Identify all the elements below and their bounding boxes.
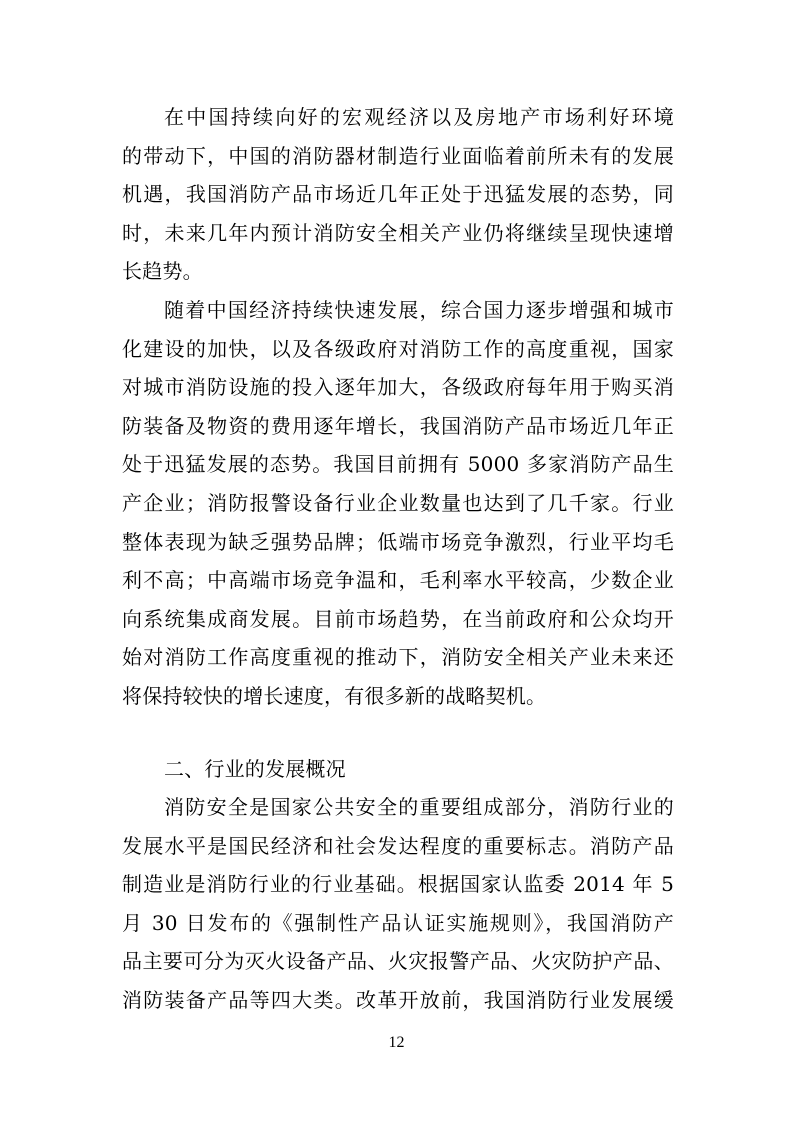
text-line: 防装备及物资的费用逐年增长，我国消防产品市场近几年正 [122, 413, 674, 438]
text-line: 消防安全是国家公共安全的重要组成部分，消防行业的 [164, 795, 674, 820]
text-line: 在中国持续向好的宏观经济以及房地产市场利好环境 [164, 105, 674, 129]
section-spacer [122, 716, 674, 750]
text-line: 月 30 日发布的《强制性产品认证实施规则》，我国消防产 [122, 910, 674, 935]
body-text [122, 98, 674, 1020]
text-line: 制造业是消防行业的行业基础。根据国家认监委 2014 年 5 [122, 872, 674, 897]
text-line: 消防装备产品等四大类。改革开放前，我国消防行业发展缓 [122, 988, 674, 1013]
text-line: 利不高；中高端市场竞争温和，毛利率水平较高，少数企业 [122, 568, 674, 593]
text-line: 随着中国经济持续快速发展，综合国力逐步增强和城市 [164, 297, 674, 322]
page-number: 12 [388, 1034, 405, 1051]
text-line: 时，未来几年内预计消防安全相关产业仍将继续呈现快速增 [122, 220, 674, 245]
text-line: 品主要可分为灭火设备产品、火灾报警产品、火灾防护产品、 [122, 949, 674, 974]
section-heading: 二、行业的发展概况 [164, 756, 346, 781]
paragraph-3 [122, 788, 674, 1020]
text-line: 始对消防工作高度重视的推动下，消防安全相关产业未来还 [122, 645, 674, 670]
text-line: 机遇，我国消防产品市场近几年正处于迅猛发展的态势，同 [122, 182, 674, 207]
text-line: 整体表现为缺乏强势品牌；低端市场竞争激烈，行业平均毛 [122, 529, 674, 554]
text-line: 发展水平是国民经济和社会发达程度的重要标志。消防产品 [122, 833, 674, 858]
text-line: 化建设的加快，以及各级政府对消防工作的高度重视，国家 [122, 336, 674, 361]
text-line: 处于迅猛发展的态势。我国目前拥有 5000 多家消防产品生 [122, 452, 674, 477]
paragraph-1 [122, 98, 674, 291]
text-line: 将保持较快的增长速度，有很多新的战略契机。 [122, 683, 547, 708]
text-line: 长趋势。 [122, 259, 203, 284]
text-line: 对城市消防设施的投入逐年加大，各级政府每年用于购买消 [122, 375, 674, 400]
text-line: 产企业；消防报警设备行业企业数量也达到了几千家。行业 [122, 490, 674, 515]
text-line: 的带动下，中国的消防器材制造行业面临着前所未有的发展 [122, 143, 674, 168]
text-line: 向系统集成商发展。目前市场趋势，在当前政府和公众均开 [122, 606, 674, 631]
paragraph-2 [122, 291, 674, 716]
